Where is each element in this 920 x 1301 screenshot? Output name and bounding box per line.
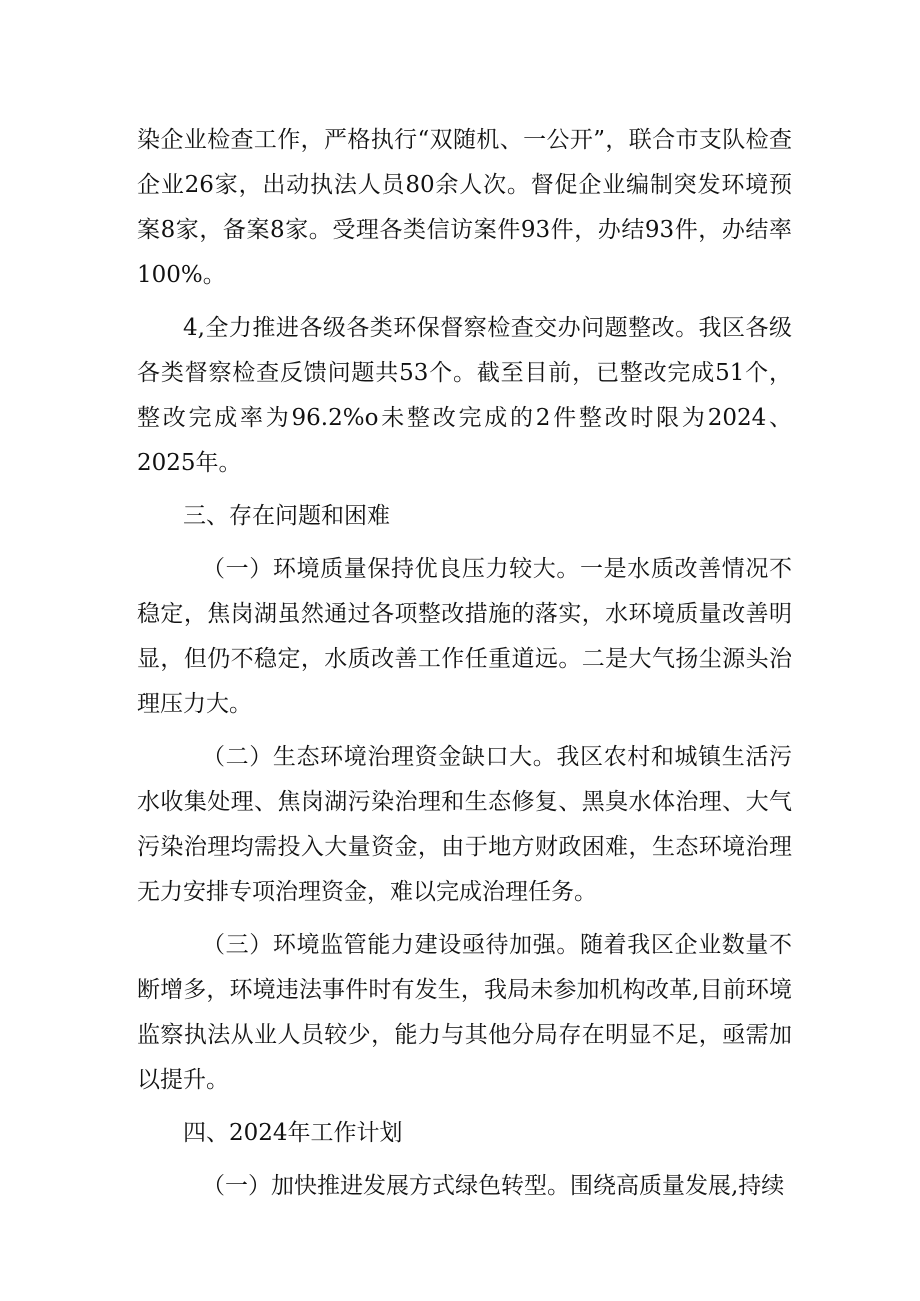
paragraph-green-transformation: （一）加快推进发展方式绿色转型。围绕高质量发展,持续 <box>202 1173 785 1199</box>
paragraph-enterprise-inspection: 染企业检查工作，严格执行“双随机、一公开”，联合市支队检查企业26家，出动执法人员80余人次。督促企业编制突发环境预案8家，备案8家。受理各类信访案件93件，办结93件，办结率100%。 <box>137 127 792 288</box>
paragraph-environment-quality-pressure: （一）环境质量保持优良压力较大。一是水质改善情况不稳定，焦岗湖虽然通过各项整改措施的落实，水环境质量改善明显，但仍不稳定，水质改善工作任重道远。二是大气扬尘源头治理压力大。 <box>137 556 792 717</box>
section-heading-work-plan: 四、2024年工作计划 <box>183 1120 403 1146</box>
paragraph-funding-gap: （二）生态环境治理资金缺口大。我区农村和城镇生活污水收集处理、焦岗湖污染治理和生态修复、黑臭水体治理、大气污染治理均需投入大量资金，由于地方财政困难，生态环境治理无力安排专项治理资金，难以完成治理任务。 <box>137 744 792 905</box>
paragraph-inspection-rectification: 4,全力推进各级各类环保督察检查交办问题整改。我区各级各类督察检查反馈问题共53个。截至目前，已整改完成51个，整改完成率为96.2%o未整改完成的2件整改时限为2024、2025年。 <box>137 315 792 476</box>
paragraph-supervision-capacity: （三）环境监管能力建设亟待加强。随着我区企业数量不断增多，环境违法事件时有发生，我局未参加机构改革,目前环境监察执法从业人员较少，能力与其他分局存在明显不足，亟需加以提升。 <box>137 932 792 1093</box>
section-heading-problems: 三、存在问题和困难 <box>183 503 390 529</box>
document-body <box>137 118 792 1217</box>
